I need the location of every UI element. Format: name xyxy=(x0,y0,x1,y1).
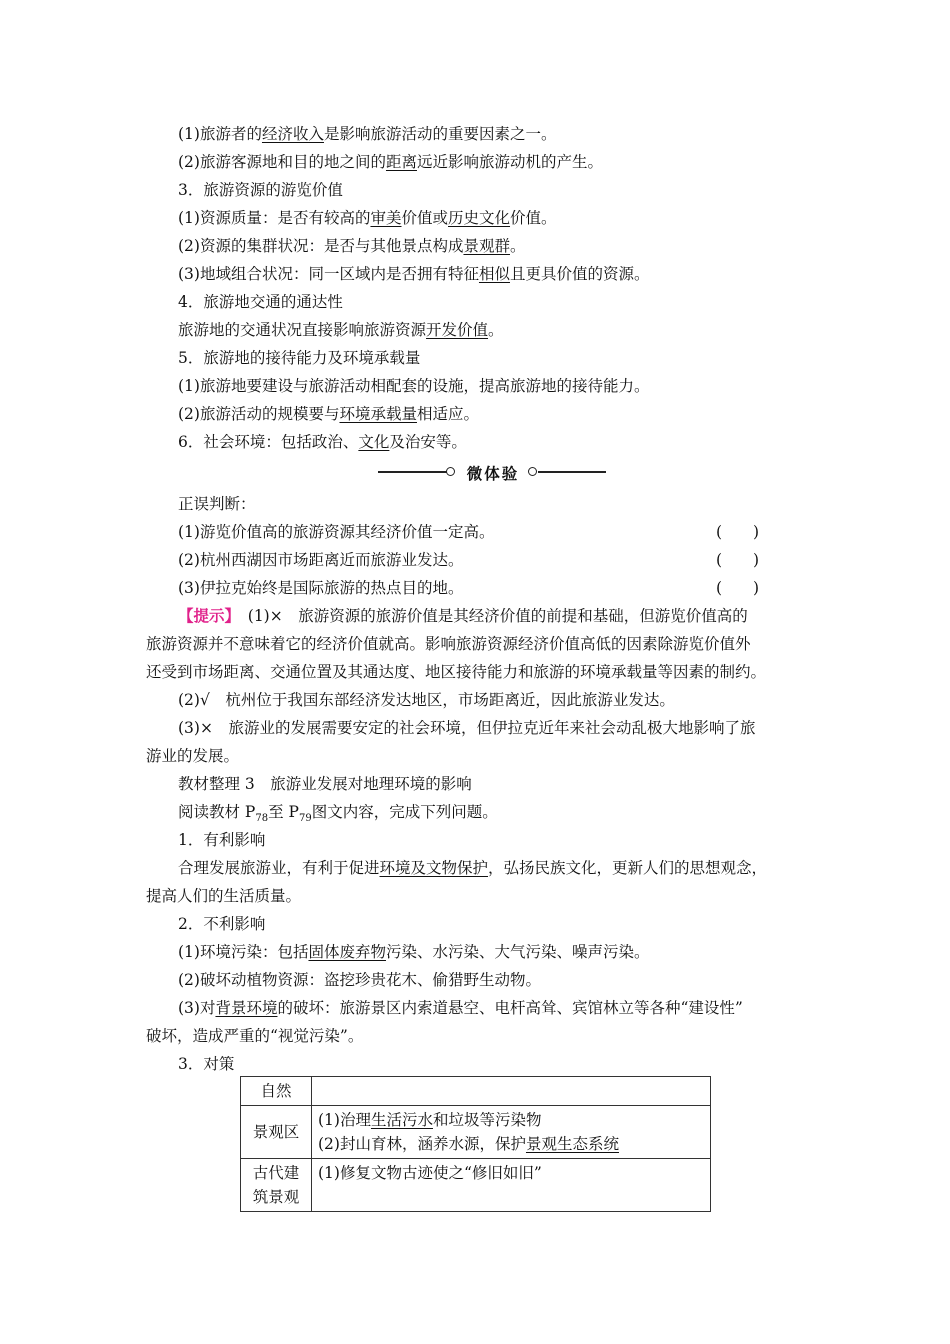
transport-line: 旅游地的交通状况直接影响旅游资源开发价值。 xyxy=(178,321,504,339)
quiz-item-1: (1)游览价值高的旅游资源其经济价值一定高。 xyxy=(178,523,495,541)
divider-line-right xyxy=(538,471,606,473)
answer-blank: 固体废弃物 xyxy=(308,943,386,961)
table-row xyxy=(241,1077,711,1106)
answer-blank: 审美 xyxy=(370,209,402,227)
tip-answer-3-cont: 游业的发展。 xyxy=(146,747,240,765)
section-title: 教材整理 3 旅游业发展对地理环境的影响 xyxy=(178,775,472,793)
answer-blank: 生活污水 xyxy=(370,1111,433,1129)
reading-instruction: 阅读教材 $P_{78}$至 $P_{79}$图文内容，完成下列问题。 xyxy=(178,803,498,825)
answer-blank: 历史文化 xyxy=(448,209,511,227)
answer-blank: 景观群 xyxy=(463,237,510,255)
section-heading: 1．有利影响 xyxy=(178,831,266,849)
section-heading: 3．旅游资源的游览价值 xyxy=(178,181,343,199)
biodiversity-line: (2)破坏动植物资源：盗挖珍贵花木、偷猎野生动物。 xyxy=(178,971,541,989)
divider-dot-right xyxy=(528,467,537,476)
reception-capacity-line: (1)旅游地要建设与旅游活动相配套的设施，提高旅游地的接待能力。 xyxy=(178,377,650,395)
quiz-item-3: (3)伊拉克始终是国际旅游的热点目的地。 xyxy=(178,579,464,597)
section-heading: 3．对策 xyxy=(178,1055,235,1073)
divider-title: 微体验 xyxy=(466,464,520,483)
tip-paragraph-line: 旅游资源并不意味着它的经济价值就高。影响旅游资源经济价值高低的因素除游览价值外 xyxy=(146,635,751,653)
answer-blank: 环境承载量 xyxy=(339,405,417,423)
answer-blank: 经济收入 xyxy=(261,125,324,143)
answer-blank: 开发价值 xyxy=(426,321,489,339)
tip-paragraph-line: 还受到市场距离、交通位置及其通达度、地区接待能力和旅游的环境承载量等因素的制约。 xyxy=(146,663,767,681)
distance-factor-line: (2)旅游客源地和目的地之间的距离远近影响旅游动机的产生。 xyxy=(178,153,603,171)
positive-impact-line-cont: 提高人们的生活质量。 xyxy=(146,887,302,905)
social-environment-line: 6．社会环境：包括政治、文化及治安等。 xyxy=(178,433,467,451)
table-cell xyxy=(312,1077,711,1106)
background-damage-line-cont: 破坏，造成严重的“视觉污染”。 xyxy=(146,1027,364,1045)
tip-answer-3: (3)× 旅游业的发展需要安定的社会环境，但伊拉克近年来社会动乱极大地影响了旅 xyxy=(178,719,756,737)
table-cell-line: (1)治理生活污水和垃圾等污染物 xyxy=(318,1111,542,1129)
income-factor-line: (1)旅游者的经济收入是影响旅游活动的重要因素之一。 xyxy=(178,125,557,143)
divider-dot-left xyxy=(446,467,455,476)
answer-blank: 背景环境 xyxy=(215,999,278,1017)
table-cell: (1)修复文物古迹使之“修旧如旧” xyxy=(312,1159,711,1212)
table-row-head: 自然 xyxy=(241,1077,312,1106)
measures-table xyxy=(240,1076,711,1212)
section-divider xyxy=(378,462,606,482)
section-heading: 5．旅游地的接待能力及环境承载量 xyxy=(178,349,421,367)
tip-paragraph-line: 【提示】 (1)× 旅游资源的旅游价值是其经济价值的前提和基础，但游览价值高的 xyxy=(178,606,748,625)
answer-blank: 文化 xyxy=(358,433,390,451)
answer-paren-3[interactable]: ( ) xyxy=(716,579,760,597)
table-row xyxy=(241,1159,711,1212)
table-row-head: 景观区 xyxy=(241,1106,312,1159)
tip-answer-2: (2)√ 杭州位于我国东部经济发达地区，市场距离近，因此旅游业发达。 xyxy=(178,691,675,709)
positive-impact-line: 合理发展旅游业，有利于促进环境及文物保护，弘扬民族文化，更新人们的思想观念， xyxy=(178,859,768,877)
pollution-line: (1)环境污染：包括固体废弃物污染、水污染、大气污染、噪声污染。 xyxy=(178,943,650,961)
answer-paren-2[interactable]: ( ) xyxy=(716,551,760,569)
table-row-head: 古代建 筑景观 xyxy=(241,1159,312,1212)
table-cell xyxy=(312,1106,711,1159)
answer-paren-1[interactable]: ( ) xyxy=(716,523,760,541)
answer-blank: 环境及文物保护 xyxy=(379,859,489,877)
tip-label: 【提示】 xyxy=(178,606,233,625)
section-heading: 4．旅游地交通的通达性 xyxy=(178,293,343,311)
regional-combination-line: (3)地域组合状况：同一区域内是否拥有特征相似且更具价值的资源。 xyxy=(178,265,650,283)
answer-blank: 距离 xyxy=(385,153,417,171)
cluster-line: (2)资源的集群状况：是否与其他景点构成景观群。 xyxy=(178,237,526,255)
quiz-intro: 正误判断： xyxy=(178,495,256,513)
section-heading: 2．不利影响 xyxy=(178,915,266,933)
carrying-capacity-line: (2)旅游活动的规模要与环境承载量相适应。 xyxy=(178,405,479,423)
table-row xyxy=(241,1106,711,1159)
background-damage-line: (3)对背景环境的破坏：旅游景区内索道悬空、电杆高耸、宾馆林立等各种“建设性” xyxy=(178,999,743,1017)
answer-blank: 景观生态系统 xyxy=(525,1135,619,1153)
answer-blank: 相似 xyxy=(478,265,510,283)
quiz-item-2: (2)杭州西湖因市场距离近而旅游业发达。 xyxy=(178,551,464,569)
divider-line-left xyxy=(378,471,448,473)
resource-quality-line: (1)资源质量：是否有较高的审美价值或历史文化价值。 xyxy=(178,209,557,227)
table-cell-line: (2)封山育林，涵养水源，保护景观生态系统 xyxy=(318,1135,619,1153)
